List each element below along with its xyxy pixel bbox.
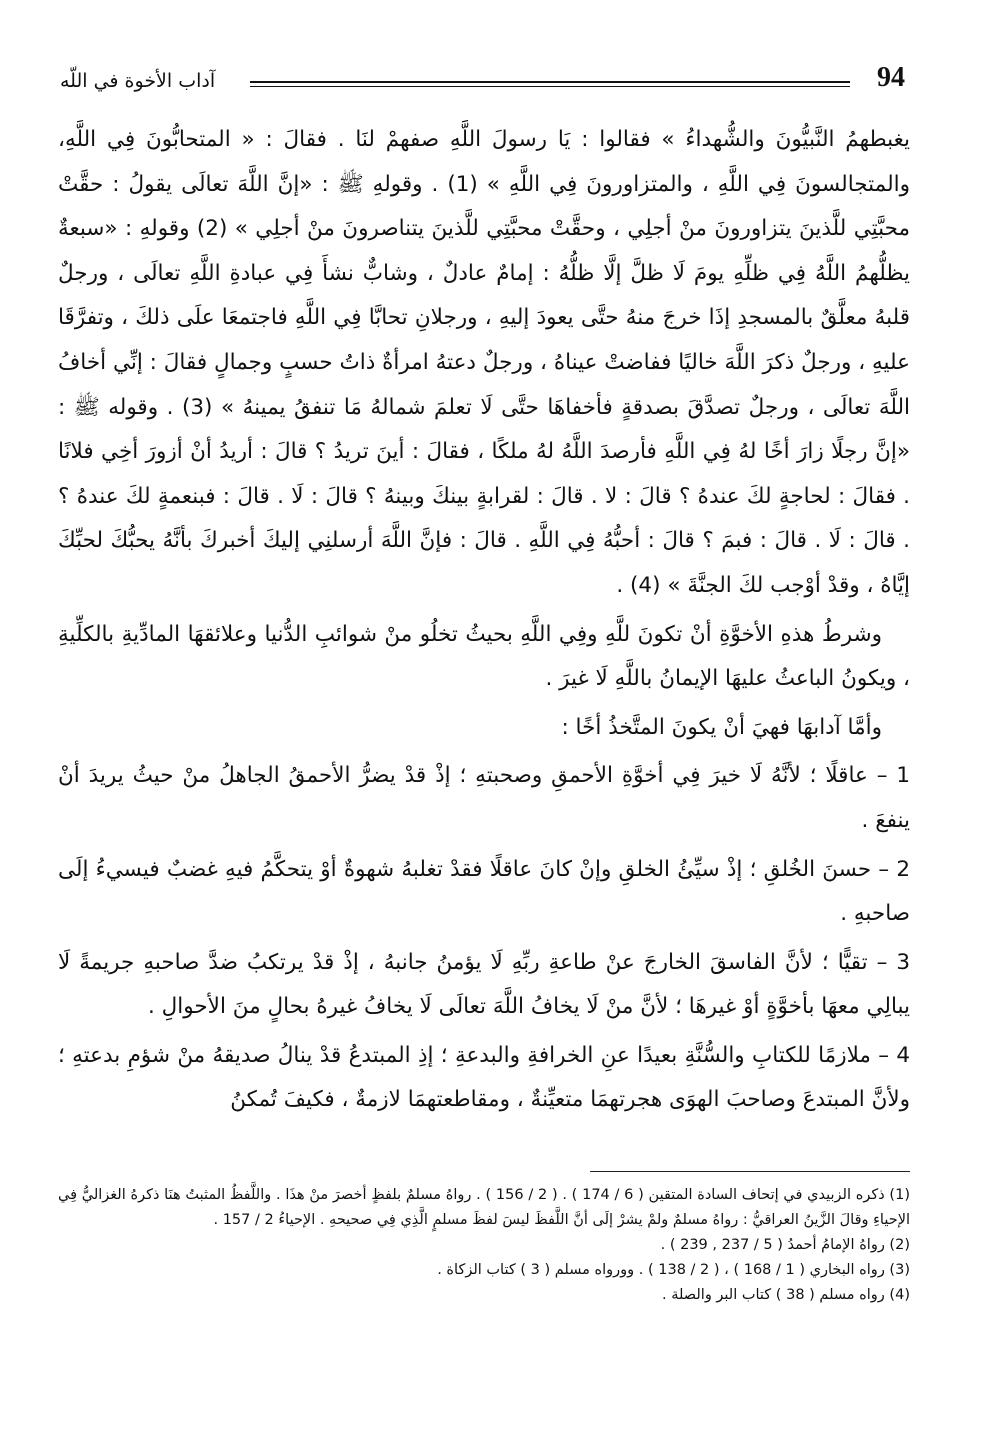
list-item-3: 3 – تقيًّا ؛ لأنَّ الفاسقَ الخارجَ عنْ طاعةِ ربِّهِ لَا يؤمنُ جانبهُ ، إذْ قدْ يرتكبُ ضدَّ صاحبهِ جريمةً لَا يبالِي معهَا بأخوَّةٍ أوْ غيرهَا ؛ لأنَّ منْ لَا يخافُ اللَّهَ تعالَى لَا يخافُ غيرهُ بحالٍ منَ الأحوالِ .	[58, 949, 910, 1020]
list-item-1: 1 – عاقلًا ؛ لأنَّهُ لَا خيرَ فِي أخوَّةِ الأحمقِ وصحبتهِ ؛ إذْ قدْ يضرُّ الأحمقُ الجاهلُ منْ حيثُ يريدَ أنْ ينفعَ .	[58, 763, 910, 833]
list-item-2: 2 – حسنَ الخُلقِ ؛ إذْ سيِّئُ الخلقِ وإنْ كانَ عاقلًا فقدْ تغلبهُ شهوةٌ أوْ يتحكَّمُ فيهِ غضبٌ فيسيءُ إلَى صاحبهِ .	[58, 856, 910, 927]
page-number: 94	[877, 62, 905, 93]
list-item-4: 4 – ملازمًا للكتابِ والسُّنَّةِ بعيدًا عنِ الخرافةِ والبدعةِ ؛ إذِ المبتدعُ قدْ ينالُ صديقهُ منْ شؤمِ بدعتهِ ؛ ولأنَّ المبتدعَ وصاحبَ الهوَى هجرتهمَا متعيِّنةٌ ، ومقاطعتهمَا لازمةٌ ، فكيفَ تُمكنُ	[58, 1042, 910, 1113]
footnote-3: (3) رواه البخاري ( 1 / 168 ) ، ( 2 / 138 ) . وورواه مسلم ( 3 ) كتاب الزكاة .	[437, 1262, 910, 1278]
header-rule	[250, 81, 850, 87]
paragraph-hadiths: يغبطهمُ النَّبيُّونَ والشُّهداءُ » فقالوا : يَا رسولَ اللَّهِ صفهمْ لنَا . فقالَ : « المتحابُّونَ فِي اللَّهِ، والمتجالسونَ فِي اللَّهِ ، والمتزاورونَ فِي اللَّهِ » (1) . وقولهِ ﷺ : «إنَّ اللَّهَ تعالَى يقولُ : حقَّتْ محبَّتِي للَّذينَ يتزاورونَ منْ أجلِي ، وحقَّتْ محبَّتِي للَّذينَ يتناصرونَ منْ أجلِي » (2) وقولهِ : «سبعةٌ يظلُّهمُ اللَّهُ فِي ظلِّهِ يومَ لَا ظلَّ إلَّا ظلُّهُ : إمامٌ عادلٌ ، وشابٌّ نشأَ فِي عبادةِ اللَّهِ تعالَى ، ورجلٌ قلبهُ معلَّقٌ بالمسجدِ إذَا خرجَ منهُ حتَّى يعودَ إليهِ ، ورجلانِ تحابَّا فِي اللَّهِ فاجتمعَا علَى ذلكَ ، وتفرَّقَا عليهِ ، ورجلٌ ذكرَ اللَّهَ خاليًا ففاضتْ عيناهُ ، ورجلٌ دعتهُ امرأةٌ ذاتُ حسبٍ وجمالٍ فقالَ : إنِّي أخافُ اللَّهَ تعالَى ، ورجلٌ تصدَّقَ بصدقةٍ فأخفاهَا حتَّى لَا تعلمَ شمالهُ مَا تنفقُ يمينهُ » (3) . وقوله ﷺ : «إنَّ رجلًا زارَ أخًا لهُ فِي اللَّهِ فأرصدَ اللَّهُ لهُ ملكًا ، فقالَ : أينَ تريدُ ؟ قالَ : أريدُ أنْ أزورَ أخِي فلانًا . فقالَ : لحاجةٍ لكَ عندهُ ؟ قالَ : لا . قالَ : لقرابةٍ بينكَ وبينهُ ؟ قالَ : لَا . قالَ : فبنعمةٍ لكَ عندهُ ؟ . قالَ : لَا . قالَ : فبمَ ؟ قالَ : أحبُّهُ فِي اللَّهِ . قالَ : فإنَّ اللَّهَ أرسلنِي إليكَ أخبركَ بأنَّهُ يحبُّكَ لحبِّكَ إيَّاهُ ، وقدْ أوْجب لكَ الجنَّةَ » (4) .	[58, 127, 910, 598]
page-header	[60, 62, 905, 102]
main-text	[58, 118, 910, 1127]
footnote-4: (4) رواه مسلم ( 38 ) كتاب البر والصلة .	[662, 1287, 910, 1303]
running-title: آداب الأخوة في اللّه	[60, 70, 216, 92]
footnote-2: (2) رواهُ الإمامُ أحمدُ ( 5 / 237 , 239 ) .	[660, 1237, 910, 1253]
footnotes	[58, 1183, 910, 1308]
paragraph-condition: وشرطُ هذهِ الأخوَّةِ أنْ تكونَ للَّهِ وفِي اللَّهِ بحيثُ تخلُو منْ شوائبِ الدُّنيا وعلائقهَا المادِّيةِ بالكلِّيةِ ، ويكونُ الباعثُ عليهَا الإيمانُ باللَّهِ لَا غيرَ .	[58, 621, 910, 692]
paragraph-etiquette-intro: وأمَّا آدابهَا فهيَ أنْ يكونَ المتَّخذُ أخًا :	[561, 714, 882, 740]
footnote-separator	[590, 1171, 910, 1172]
footnote-1: (1) ذكره الزبيدي في إتحاف السادة المتقين ( 6 / 174 ) . ( 2 / 156 ) . رواهُ مسلمٌ بلفظٍ أخصرَ منْ هذَا . واللَّفظُ المثبتُ هنَا ذكرهُ الغزاليُّ فِي الإحياءِ وقالَ الزَّينُ العراقيُّ : رواهُ مسلمٌ ولمْ يشرْ إلَى أنَّ اللَّفظَ ليسَ لفظَ مسلمٍ الَّذِي فِي صحيحهِ . الإحياءُ 2 / 157 .	[58, 1187, 910, 1228]
